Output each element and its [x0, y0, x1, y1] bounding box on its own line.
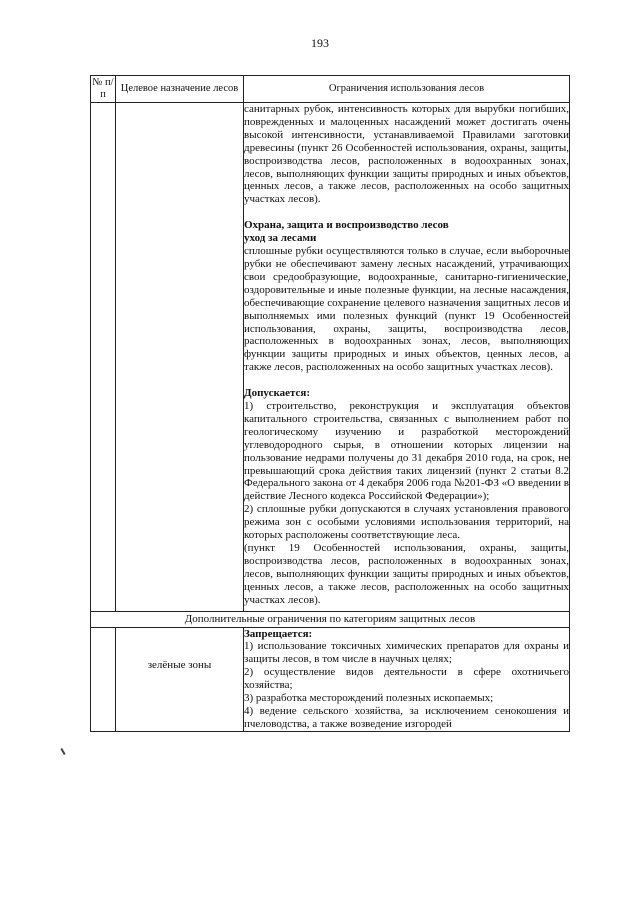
restrictions-table	[90, 75, 570, 732]
table-header-row	[91, 76, 570, 103]
row-purpose-cell	[116, 103, 244, 612]
page-number: 193	[311, 36, 329, 50]
forbidden-item-2: 2) осуществление видов деятельности в сфере охотничьего хозяйства;	[244, 666, 569, 692]
row-restrictions-cell	[244, 627, 570, 731]
margin-pen-mark	[60, 748, 65, 755]
row-restrictions-cell	[244, 103, 570, 612]
forbidden-title: Запрещается:	[244, 627, 313, 640]
forbidden-item-1: 1) использование токсичных химических препаратов для охраны и защиты лесов, в том числе в научных целях;	[244, 640, 569, 666]
table-row	[91, 627, 570, 731]
section-row	[91, 611, 570, 627]
allowed-reference: (пункт 19 Особенностей использования, охраны, защиты, воспроизводства лесов, расположенных в водоохранных зонах, лесов, выполняющих функции защиты природных и иных объектов, ценных лесов, а также лесов, расположенных на особо защитных участках лесов).	[244, 542, 569, 606]
section-title-care: уход за лесами	[244, 232, 317, 245]
forbidden-item-4: 4) ведение сельского хозяйства, за исключением сенокошения и пчеловодства, а также возведение изгородей	[244, 704, 569, 730]
intro-paragraph: санитарных рубок, интенсивность которых для вырубки погибших, поврежденных и малоценных насаждений может достигать очень высокой интенсивности, устанавливаемой Правилами заготовки древесины (пункт 26 Особенностей использования, охраны, защиты, воспроизводства лесов, расположенных в водоохранных зонах, лесов, выполняющих функции защиты природных и иных объектов, ценных лесов, а также лесов, расположенных на особо защитных участках лесов).	[244, 103, 569, 206]
zone-name-cell: зелёные зоны	[116, 627, 244, 731]
header-purpose: Целевое назначение лесов	[116, 76, 244, 103]
section-row-title: Дополнительные ограничения по категориям защитных лесов	[91, 611, 570, 627]
care-paragraph: сплошные рубки осуществляются только в случае, если выборочные рубки не обеспечивают замену лесных насаждений, утрачивающих свои средообразующие, водоохранные, санитарно-гигиенические, оздоровительные и иные полезные функции, на лесные насаждения, обеспечивающие сохранение целевого назначения защитных лесов и выполняемых ими полезных функций (пункт 19 Особенностей использования, охраны, защиты, воспроизводства лесов, расположенных в водоохранных зонах, лесов, выполняющих функции защиты природных и иных объектов, ценных лесов, а также лесов, расположенных на особо защитных участках лесов).	[244, 245, 569, 374]
header-number: № п/п	[91, 76, 116, 103]
section-title-protection: Охрана, защита и воспроизводство лесов	[244, 219, 449, 232]
header-restrictions: Ограничения использования лесов	[244, 76, 570, 103]
allowed-item-2: 2) сплошные рубки допускаются в случаях установления правового режима зон с особыми условиями использования территорий, на которых расположены соответствующие леса.	[244, 503, 569, 542]
row-number-cell	[91, 627, 116, 731]
table-row	[91, 103, 570, 612]
allowed-item-1: 1) строительство, реконструкция и эксплуатация объектов капитального строительства, связанных с выполнением работ по геологическому изучению и разработкой месторождений углеводородного сырья, в отношении которых лицензии на пользование недрами получены до 31 декабря 2010 года, на срок, не превышающий срока действия таких лицензий (пункт 2 статьи 8.2 Федерального закона от 4 декабря 2006 года №201-ФЗ «О введении в действие Лесного кодекса Российской Федерации»);	[244, 400, 569, 503]
allowed-title: Допускается:	[244, 387, 311, 400]
forbidden-item-3: 3) разработка месторождений полезных ископаемых;	[244, 692, 494, 705]
row-number-cell	[91, 103, 116, 612]
